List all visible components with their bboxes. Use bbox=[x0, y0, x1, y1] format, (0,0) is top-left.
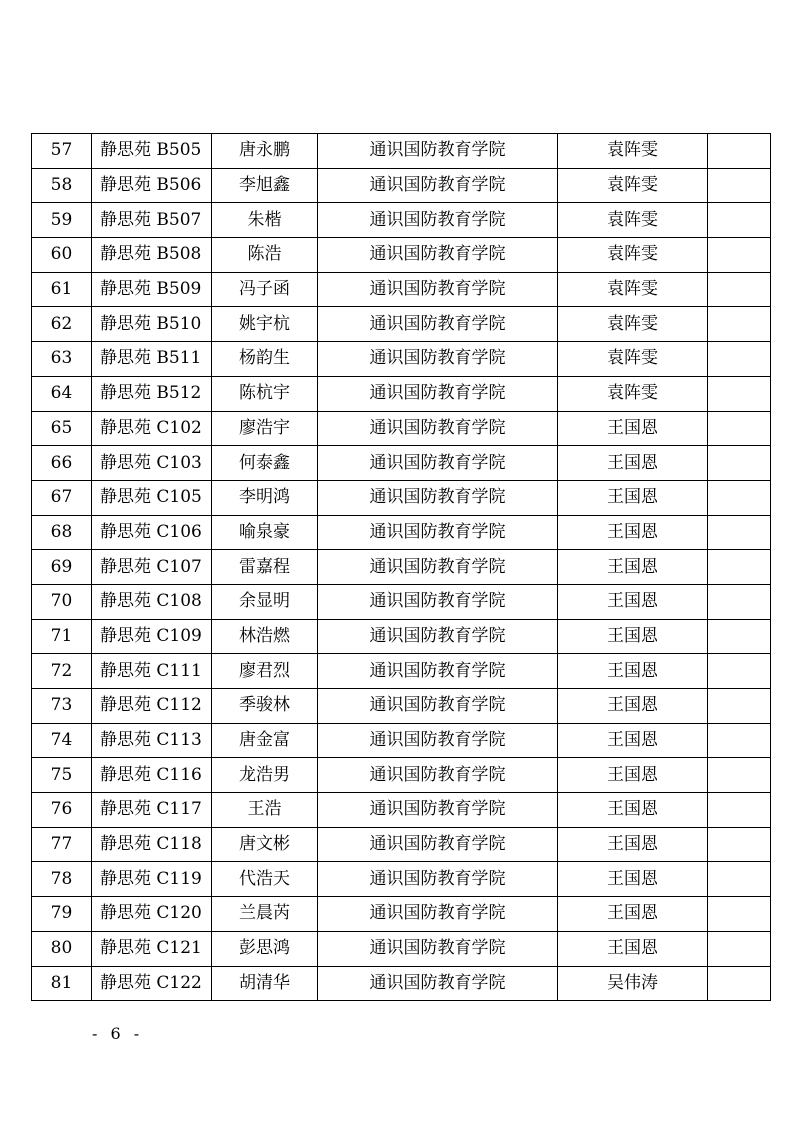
table-row bbox=[32, 446, 771, 481]
counselor-cell: 袁阵雯 bbox=[558, 238, 708, 273]
note-cell bbox=[708, 689, 771, 724]
table-row bbox=[32, 203, 771, 238]
student-name-cell: 余显明 bbox=[212, 584, 318, 619]
college-cell: 通识国防教育学院 bbox=[318, 897, 558, 932]
counselor-cell: 王国恩 bbox=[558, 480, 708, 515]
row-number-cell: 62 bbox=[32, 307, 92, 342]
student-name-cell: 冯子函 bbox=[212, 272, 318, 307]
table-row bbox=[32, 793, 771, 828]
college-cell: 通识国防教育学院 bbox=[318, 376, 558, 411]
room-cell: 静思苑 C106 bbox=[92, 515, 212, 550]
counselor-cell: 吴伟涛 bbox=[558, 966, 708, 1001]
note-cell bbox=[708, 758, 771, 793]
row-number-cell: 70 bbox=[32, 584, 92, 619]
row-number-cell: 58 bbox=[32, 168, 92, 203]
table-row bbox=[32, 723, 771, 758]
college-cell: 通识国防教育学院 bbox=[318, 793, 558, 828]
college-cell: 通识国防教育学院 bbox=[318, 619, 558, 654]
counselor-cell: 王国恩 bbox=[558, 619, 708, 654]
student-name-cell: 陈杭宇 bbox=[212, 376, 318, 411]
room-cell: 静思苑 B510 bbox=[92, 307, 212, 342]
counselor-cell: 王国恩 bbox=[558, 793, 708, 828]
dormitory-table bbox=[31, 133, 771, 1001]
note-cell bbox=[708, 168, 771, 203]
counselor-cell: 王国恩 bbox=[558, 550, 708, 585]
student-name-cell: 林浩燃 bbox=[212, 619, 318, 654]
college-cell: 通识国防教育学院 bbox=[318, 307, 558, 342]
counselor-cell: 袁阵雯 bbox=[558, 203, 708, 238]
student-name-cell: 廖君烈 bbox=[212, 654, 318, 689]
room-cell: 静思苑 B508 bbox=[92, 238, 212, 273]
college-cell: 通识国防教育学院 bbox=[318, 758, 558, 793]
college-cell: 通识国防教育学院 bbox=[318, 966, 558, 1001]
college-cell: 通识国防教育学院 bbox=[318, 584, 558, 619]
counselor-cell: 袁阵雯 bbox=[558, 376, 708, 411]
table-row bbox=[32, 272, 771, 307]
student-name-cell: 兰晨芮 bbox=[212, 897, 318, 932]
table-row bbox=[32, 515, 771, 550]
student-name-cell: 唐永鹏 bbox=[212, 134, 318, 169]
table-body bbox=[32, 134, 771, 1001]
room-cell: 静思苑 C111 bbox=[92, 654, 212, 689]
note-cell bbox=[708, 619, 771, 654]
college-cell: 通识国防教育学院 bbox=[318, 654, 558, 689]
note-cell bbox=[708, 550, 771, 585]
table-row bbox=[32, 342, 771, 377]
college-cell: 通识国防教育学院 bbox=[318, 515, 558, 550]
room-cell: 静思苑 C103 bbox=[92, 446, 212, 481]
row-number-cell: 74 bbox=[32, 723, 92, 758]
room-cell: 静思苑 B505 bbox=[92, 134, 212, 169]
table-row bbox=[32, 931, 771, 966]
room-cell: 静思苑 C108 bbox=[92, 584, 212, 619]
note-cell bbox=[708, 272, 771, 307]
college-cell: 通识国防教育学院 bbox=[318, 931, 558, 966]
student-name-cell: 龙浩男 bbox=[212, 758, 318, 793]
student-name-cell: 唐金富 bbox=[212, 723, 318, 758]
student-name-cell: 代浩天 bbox=[212, 862, 318, 897]
counselor-cell: 王国恩 bbox=[558, 758, 708, 793]
table-row bbox=[32, 307, 771, 342]
note-cell bbox=[708, 793, 771, 828]
row-number-cell: 65 bbox=[32, 411, 92, 446]
table-row bbox=[32, 134, 771, 169]
college-cell: 通识国防教育学院 bbox=[318, 411, 558, 446]
counselor-cell: 王国恩 bbox=[558, 446, 708, 481]
counselor-cell: 袁阵雯 bbox=[558, 307, 708, 342]
note-cell bbox=[708, 238, 771, 273]
counselor-cell: 王国恩 bbox=[558, 515, 708, 550]
row-number-cell: 66 bbox=[32, 446, 92, 481]
row-number-cell: 78 bbox=[32, 862, 92, 897]
row-number-cell: 72 bbox=[32, 654, 92, 689]
college-cell: 通识国防教育学院 bbox=[318, 550, 558, 585]
counselor-cell: 袁阵雯 bbox=[558, 272, 708, 307]
note-cell bbox=[708, 654, 771, 689]
row-number-cell: 61 bbox=[32, 272, 92, 307]
note-cell bbox=[708, 584, 771, 619]
row-number-cell: 76 bbox=[32, 793, 92, 828]
room-cell: 静思苑 C119 bbox=[92, 862, 212, 897]
note-cell bbox=[708, 966, 771, 1001]
room-cell: 静思苑 C122 bbox=[92, 966, 212, 1001]
note-cell bbox=[708, 446, 771, 481]
college-cell: 通识国防教育学院 bbox=[318, 342, 558, 377]
note-cell bbox=[708, 897, 771, 932]
student-name-cell: 廖浩宇 bbox=[212, 411, 318, 446]
student-name-cell: 何泰鑫 bbox=[212, 446, 318, 481]
row-number-cell: 71 bbox=[32, 619, 92, 654]
row-number-cell: 75 bbox=[32, 758, 92, 793]
room-cell: 静思苑 B509 bbox=[92, 272, 212, 307]
table-row bbox=[32, 966, 771, 1001]
table-row bbox=[32, 411, 771, 446]
college-cell: 通识国防教育学院 bbox=[318, 203, 558, 238]
student-name-cell: 杨韵生 bbox=[212, 342, 318, 377]
room-cell: 静思苑 C113 bbox=[92, 723, 212, 758]
note-cell bbox=[708, 480, 771, 515]
counselor-cell: 王国恩 bbox=[558, 723, 708, 758]
note-cell bbox=[708, 134, 771, 169]
room-cell: 静思苑 C120 bbox=[92, 897, 212, 932]
note-cell bbox=[708, 203, 771, 238]
room-cell: 静思苑 C112 bbox=[92, 689, 212, 724]
table-row bbox=[32, 758, 771, 793]
counselor-cell: 王国恩 bbox=[558, 931, 708, 966]
student-name-cell: 姚宇杭 bbox=[212, 307, 318, 342]
college-cell: 通识国防教育学院 bbox=[318, 168, 558, 203]
college-cell: 通识国防教育学院 bbox=[318, 862, 558, 897]
counselor-cell: 王国恩 bbox=[558, 584, 708, 619]
table-row bbox=[32, 480, 771, 515]
row-number-cell: 68 bbox=[32, 515, 92, 550]
room-cell: 静思苑 B511 bbox=[92, 342, 212, 377]
note-cell bbox=[708, 411, 771, 446]
student-name-cell: 朱楷 bbox=[212, 203, 318, 238]
table-row bbox=[32, 168, 771, 203]
counselor-cell: 袁阵雯 bbox=[558, 134, 708, 169]
student-name-cell: 彭思鸿 bbox=[212, 931, 318, 966]
table-row bbox=[32, 654, 771, 689]
college-cell: 通识国防教育学院 bbox=[318, 134, 558, 169]
counselor-cell: 王国恩 bbox=[558, 654, 708, 689]
row-number-cell: 57 bbox=[32, 134, 92, 169]
student-name-cell: 陈浩 bbox=[212, 238, 318, 273]
row-number-cell: 64 bbox=[32, 376, 92, 411]
row-number-cell: 79 bbox=[32, 897, 92, 932]
room-cell: 静思苑 C109 bbox=[92, 619, 212, 654]
student-name-cell: 唐文彬 bbox=[212, 827, 318, 862]
counselor-cell: 王国恩 bbox=[558, 411, 708, 446]
college-cell: 通识国防教育学院 bbox=[318, 480, 558, 515]
row-number-cell: 77 bbox=[32, 827, 92, 862]
table-row bbox=[32, 238, 771, 273]
student-name-cell: 季骏林 bbox=[212, 689, 318, 724]
note-cell bbox=[708, 723, 771, 758]
room-cell: 静思苑 C117 bbox=[92, 793, 212, 828]
table-row bbox=[32, 897, 771, 932]
college-cell: 通识国防教育学院 bbox=[318, 689, 558, 724]
table-row bbox=[32, 376, 771, 411]
page-number: - 6 - bbox=[92, 1024, 144, 1043]
counselor-cell: 王国恩 bbox=[558, 689, 708, 724]
row-number-cell: 69 bbox=[32, 550, 92, 585]
counselor-cell: 袁阵雯 bbox=[558, 168, 708, 203]
counselor-cell: 袁阵雯 bbox=[558, 342, 708, 377]
college-cell: 通识国防教育学院 bbox=[318, 446, 558, 481]
counselor-cell: 王国恩 bbox=[558, 827, 708, 862]
table-row bbox=[32, 689, 771, 724]
room-cell: 静思苑 C121 bbox=[92, 931, 212, 966]
room-cell: 静思苑 C105 bbox=[92, 480, 212, 515]
table-row bbox=[32, 584, 771, 619]
room-cell: 静思苑 C116 bbox=[92, 758, 212, 793]
row-number-cell: 67 bbox=[32, 480, 92, 515]
row-number-cell: 80 bbox=[32, 931, 92, 966]
table-row bbox=[32, 862, 771, 897]
note-cell bbox=[708, 342, 771, 377]
counselor-cell: 王国恩 bbox=[558, 862, 708, 897]
student-name-cell: 喻泉豪 bbox=[212, 515, 318, 550]
student-name-cell: 李旭鑫 bbox=[212, 168, 318, 203]
row-number-cell: 60 bbox=[32, 238, 92, 273]
note-cell bbox=[708, 376, 771, 411]
student-name-cell: 王浩 bbox=[212, 793, 318, 828]
college-cell: 通识国防教育学院 bbox=[318, 272, 558, 307]
student-name-cell: 胡清华 bbox=[212, 966, 318, 1001]
room-cell: 静思苑 B506 bbox=[92, 168, 212, 203]
college-cell: 通识国防教育学院 bbox=[318, 238, 558, 273]
college-cell: 通识国防教育学院 bbox=[318, 723, 558, 758]
student-name-cell: 李明鸿 bbox=[212, 480, 318, 515]
note-cell bbox=[708, 307, 771, 342]
table-row bbox=[32, 619, 771, 654]
room-cell: 静思苑 C118 bbox=[92, 827, 212, 862]
room-cell: 静思苑 B507 bbox=[92, 203, 212, 238]
row-number-cell: 59 bbox=[32, 203, 92, 238]
note-cell bbox=[708, 827, 771, 862]
note-cell bbox=[708, 515, 771, 550]
room-cell: 静思苑 B512 bbox=[92, 376, 212, 411]
room-cell: 静思苑 C107 bbox=[92, 550, 212, 585]
table-row bbox=[32, 550, 771, 585]
student-name-cell: 雷嘉程 bbox=[212, 550, 318, 585]
counselor-cell: 王国恩 bbox=[558, 897, 708, 932]
note-cell bbox=[708, 862, 771, 897]
row-number-cell: 81 bbox=[32, 966, 92, 1001]
room-cell: 静思苑 C102 bbox=[92, 411, 212, 446]
note-cell bbox=[708, 931, 771, 966]
row-number-cell: 73 bbox=[32, 689, 92, 724]
college-cell: 通识国防教育学院 bbox=[318, 827, 558, 862]
table-row bbox=[32, 827, 771, 862]
row-number-cell: 63 bbox=[32, 342, 92, 377]
